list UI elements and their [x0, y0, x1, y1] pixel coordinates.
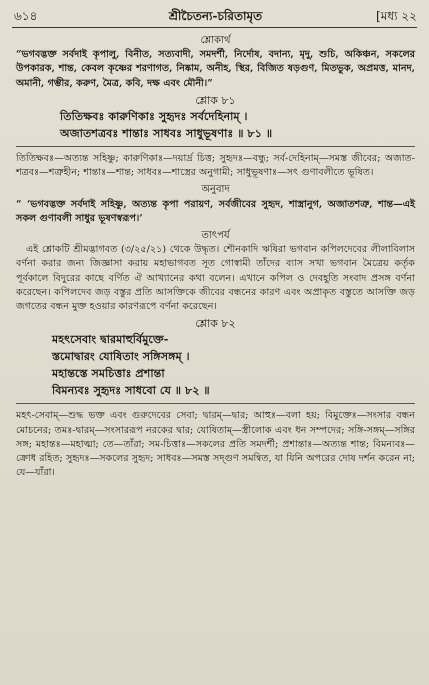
page-number: ৬১৪	[14, 9, 38, 23]
translation-heading-2: অনুবাদ	[201, 184, 230, 196]
synonyms-81: তিতিক্ষবঃ—অত্যন্ত সহিষ্ণু; কারুণিকাঃ—দয়ার্দ্র চিত্ত; সুহৃদঃ—বন্ধু; সর্ব-দেহিনাম্—সমস্ত জীবের; অজাত-শত্রবঃ—শত্রুহীন; শান্তাঃ—শান্ত; সাধবঃ—শাস্ত্রের অনুগামী; সাধুভূষণাঃ—সৎ গুণাবলীতে ভূষিত।	[16, 153, 415, 179]
verse-81	[60, 108, 415, 142]
running-title: শ্রীচৈতন্য-চরিতামৃত	[168, 9, 263, 23]
chapter-reference: [মধ্য ২২	[376, 9, 417, 23]
purport-heading: তাৎপর্য	[201, 230, 230, 242]
verse-82-line-3: মহান্তস্তে সমচিত্তাঃ প্রশান্তা	[52, 366, 165, 381]
translation-heading-1: শ্লোকার্থ	[200, 35, 231, 46]
synonyms-82: মহৎ-সেবাম্—শুদ্ধ ভক্ত এবং গুরুদেবের সেবা; দ্বারম্—দ্বার; আহুঃ—বলা হয়; বিমুক্তেঃ—সংসার বন্ধন মোচনের; তমঃ-দ্বারম্—সংসাররূপ নরকের দ্বার; যোষিতাম্—স্ত্রীলোক এবং ধন সম্পদের; সঙ্গি-সঙ্গম্—সঙ্গির সঙ্গ; মহান্তঃ—মহাত্মা; তে—তাঁরা; সম-চিত্তাঃ—সকলের প্রতি সমদর্শী; প্রশান্তাঃ—অত্যন্ত শান্ত; বিমন্যবঃ—ক্রোধ রহিত; সুহৃদঃ—সকলের সুহৃদ; সাধবঃ—সমস্ত সদ্গুণ সমন্বিত, যা যিনি অপরের দোষ দর্শন করেন না; যে—যাঁরা।	[16, 410, 415, 479]
page-content	[16, 33, 415, 483]
translation-text-2: “ ‘ভগবদ্ভক্ত সর্বদাই সহিষ্ণু, অত্যন্ত কৃপা পরায়ণ, সর্বজীবের সুহৃদ, শাস্ত্রানুগ, অজাতশত্রু, শান্ত—এই সকল গুণাবলী সাধুর ভূষণস্বরূপ।’	[16, 198, 415, 224]
translation-text-1: “ভগবদ্ভক্ত সর্বদাই কৃপালু, বিনীত, সত্যবাদী, সমদর্শী, নির্দোষ, বদান্য, মৃদু, শুচি, অকিঞ্চন, সকলের উপকারক, শান্ত, কেবল কৃষ্ণের শরণাগত, নিষ্কাম, অনীহ, স্থির, বিজিত ষড়গুণ, মিতভুক, অপ্রমত্ত, মানদ, অমানী, গম্ভীর, করুণ, মৈত্র, কবি, দক্ষ এবং মৌনী।”	[16, 49, 415, 89]
verse-divider-2	[16, 403, 415, 404]
purport-text: এই শ্লোকটি শ্রীমদ্ভাগবত (৩/২৫/২১) থেকে উদ্ধৃত। শৌনকাদি ঋষিরা ভগবান কপিলদেবের লীলাবিলাস বর্ণনা করার জন্য জিজ্ঞাসা করায় মহাভাগবত সূত গোস্বামী তাঁদের ব্যাস সখা ভগবান মৈত্রেয় কর্তৃক পূর্বকালে বিদুরের কাছে বর্ণিত ঐ আখ্যানের কথা বলেন। এখানে কপিল ও দেবহূতি সংবাদ প্রসঙ্গ বর্ণনা করেছেন। কপিলদেব জড় বস্তুর প্রতি আসক্তিকে জীবের বন্ধনের কারণ এবং অপ্রাকৃত বস্তুতে আসক্তি জড় জগতের বন্ধন মুক্ত হওয়ার কারণরূপে বর্ণনা করেছেন।	[16, 244, 415, 313]
verse-82-title: শ্লোক ৮২	[195, 317, 236, 331]
verse-82	[52, 331, 415, 399]
verse-81-line-1: তিতিক্ষবঃ কারুণিকাঃ সুহৃদঃ সর্বদেহিনাম্ ।	[60, 109, 248, 124]
verse-81-title: শ্লোক ৮১	[195, 93, 236, 107]
header-rule	[12, 27, 417, 28]
verse-82-line-4: বিমন্যবঃ সুহৃদঃ সাধবো যে ॥ ৮২ ॥	[52, 383, 210, 398]
verse-divider	[16, 146, 415, 147]
verse-82-line-1: মহৎসেবাং দ্বারমাহুর্বিমুক্তে-	[52, 332, 169, 347]
verse-81-line-2: অজাতশত্রবঃ শান্তাঃ সাধবঃ সাধুভূষণাঃ ॥ ৮১ ॥	[60, 126, 273, 141]
page-header	[14, 8, 417, 26]
verse-82-line-2: স্তমোদ্বারং যোষিতাং সঙ্গিসঙ্গম্ ।	[52, 349, 190, 364]
